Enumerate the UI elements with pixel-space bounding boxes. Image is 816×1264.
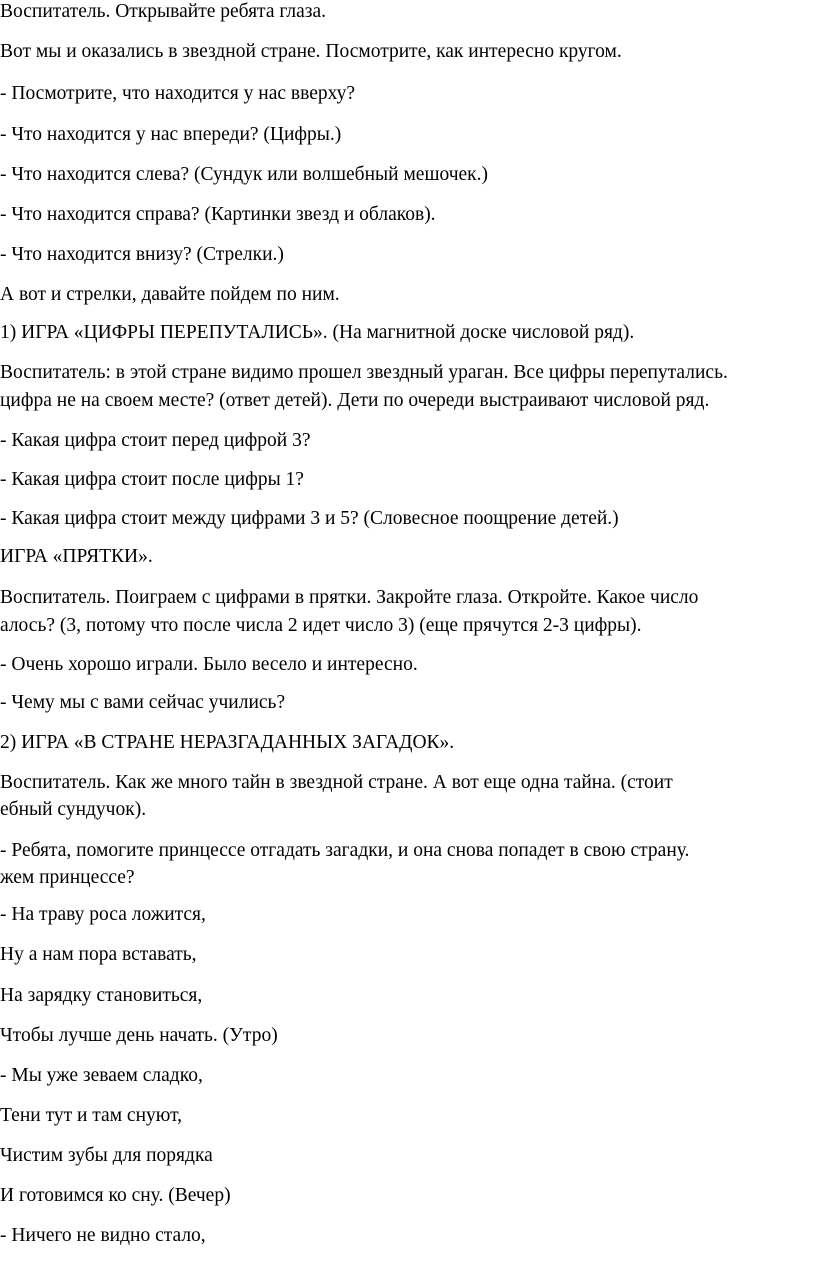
text-line: Ну а нам пора вставать, [0, 944, 197, 965]
text-line: На зарядку становиться, [0, 985, 203, 1006]
text-line: Воспитатель. Открывайте ребята глаза. [0, 1, 326, 22]
text-line: - На траву роса ложится, [0, 904, 206, 925]
section-heading: ИГРА «ПРЯТКИ». [0, 546, 153, 567]
text-line: - Очень хорошо играли. Было весело и интересно. [0, 654, 418, 675]
text-line: - Что находится у нас впереди? (Цифры.) [0, 124, 342, 145]
text-line: ебный сундучок). [0, 799, 147, 820]
text-line: - Ребята, помогите принцессе отгадать загадки, и она снова попадет в свою страну. [0, 840, 690, 861]
text-line: - Какая цифра стоит перед цифрой 3? [0, 430, 311, 451]
text-line: Воспитатель. Поиграем с цифрами в прятки. Закройте глаза. Откройте. Какое число [0, 587, 699, 608]
text-line: - Что находится внизу? (Стрелки.) [0, 244, 284, 265]
text-line: цифра не на своем месте? (ответ детей). Дети по очереди выстраивают числовой ряд. [0, 390, 710, 411]
text-line: - Чему мы с вами сейчас учились? [0, 692, 286, 713]
text-line: - Что находится справа? (Картинки звезд и облаков). [0, 204, 436, 225]
section-heading: 1) ИГРА «ЦИФРЫ ПЕРЕПУТАЛИСЬ». (На магнитной доске числовой ряд). [0, 322, 635, 343]
text-line: Чистим зубы для порядка [0, 1145, 213, 1166]
text-line: Вот мы и оказались в звездной стране. Посмотрите, как интересно кругом. [0, 41, 622, 62]
text-line: А вот и стрелки, давайте пойдем по ним. [0, 284, 340, 305]
text-line: - Ничего не видно стало, [0, 1225, 206, 1246]
text-line: Тени тут и там снуют, [0, 1105, 183, 1126]
text-line: Чтобы лучше день начать. (Утро) [0, 1025, 278, 1046]
text-line: - Какая цифра стоит между цифрами 3 и 5? (Словесное поощрение детей.) [0, 508, 619, 529]
text-line: алось? (3, потому что после числа 2 идет число 3) (еще прячутся 2-3 цифры). [0, 615, 642, 636]
text-line: Воспитатель. Как же много тайн в звездной стране. А вот еще одна тайна. (стоит [0, 772, 673, 793]
text-line: жем принцессе? [0, 867, 135, 888]
text-line: - Мы уже зеваем сладко, [0, 1065, 203, 1086]
text-line: И готовимся ко сну. (Вечер) [0, 1185, 231, 1206]
text-line: - Что находится слева? (Сундук или волшебный мешочек.) [0, 164, 489, 185]
text-line: - Посмотрите, что находится у нас вверху? [0, 83, 356, 104]
text-line: Воспитатель: в этой стране видимо прошел звездный ураган. Все цифры перепутались. [0, 362, 728, 383]
text-line: - Какая цифра стоит после цифры 1? [0, 469, 304, 490]
section-heading: 2) ИГРА «В СТРАНЕ НЕРАЗГАДАННЫХ ЗАГАДОК». [0, 732, 455, 753]
